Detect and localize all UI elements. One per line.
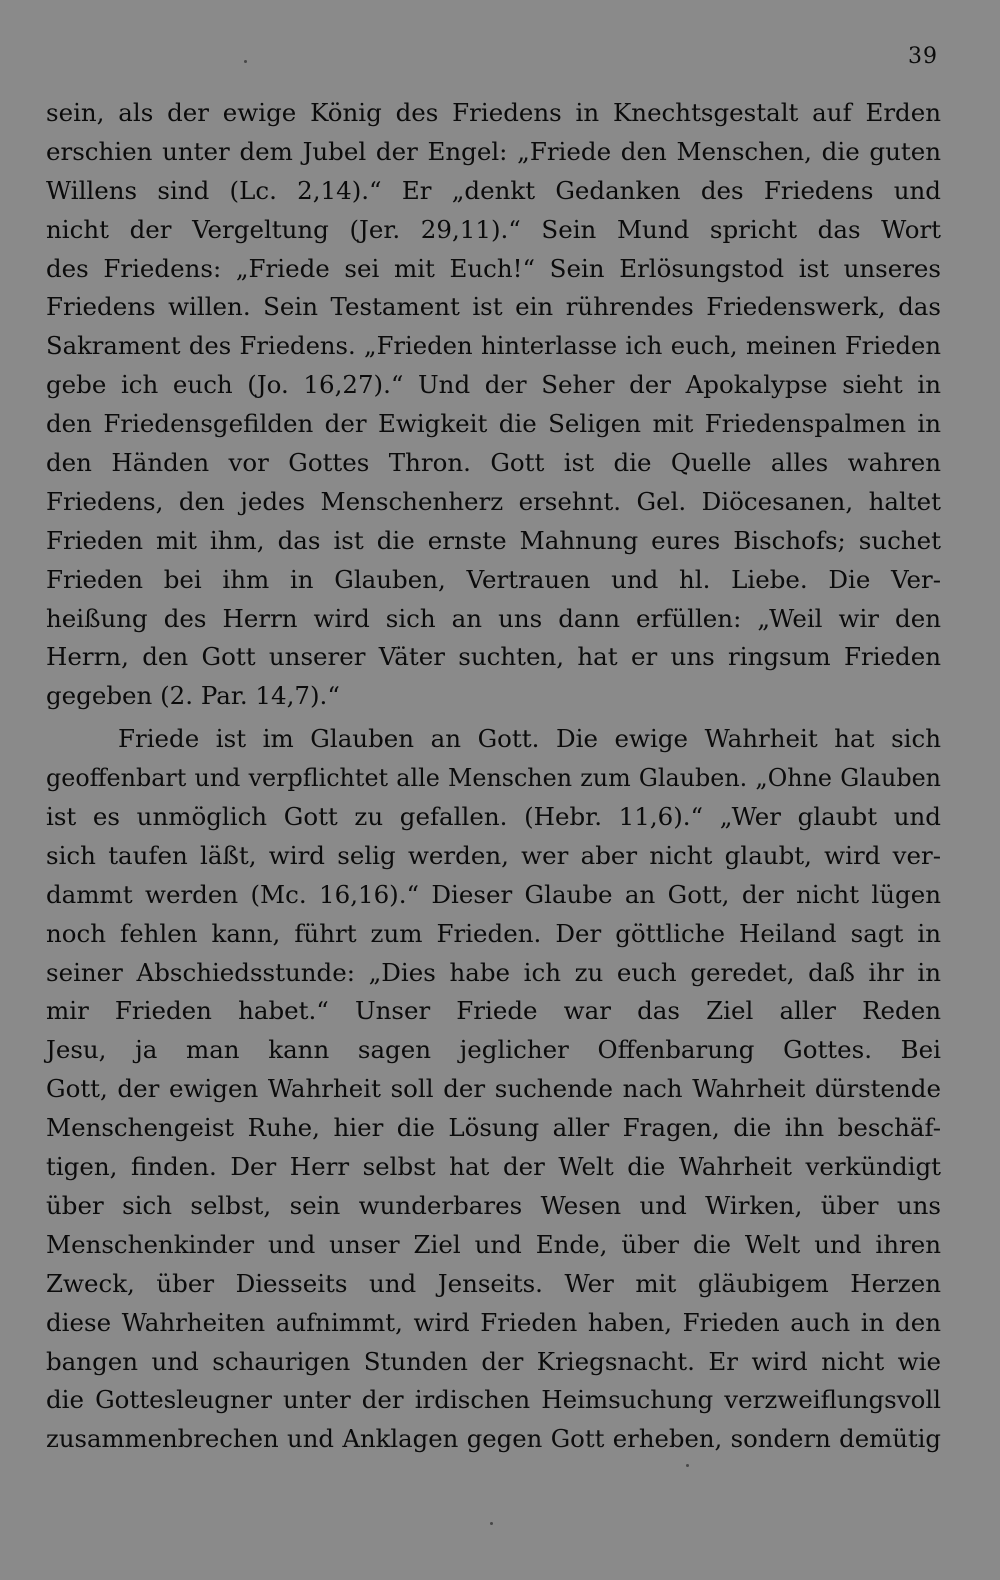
text-line: die Gottesleugner unter der irdischen Heimsuchung verzweiflungsvoll: [46, 1385, 941, 1415]
text-line: Friedens, den jedes Menschenherz ersehnt. Gel. Diöcesanen, haltet: [46, 486, 941, 516]
text-line: Menschengeist Ruhe, hier die Lösung aller Fragen, die ihn beschäf-: [46, 1113, 941, 1143]
text-line: Gott, der ewigen Wahrheit soll der suchende nach Wahrheit dürstende: [46, 1074, 941, 1104]
text-line: des Friedens: „Friede sei mit Euch!“ Sein Erlösungstod ist unseres: [46, 253, 941, 283]
text-line: ist es unmöglich Gott zu gefallen. (Hebr. 11,6).“ „Wer glaubt und: [46, 802, 941, 832]
text-line: Menschenkinder und unser Ziel und Ende, über die Welt und ihren: [46, 1229, 941, 1259]
text-line: geoffenbart und verpflichtet alle Menschen zum Glauben. „Ohne Glauben: [46, 764, 941, 793]
print-speck: [686, 1464, 689, 1467]
text-line: Frieden bei ihm in Glauben, Vertrauen und hl. Liebe. Die Ver-: [46, 564, 941, 594]
paragraph-2: [46, 720, 941, 1459]
text-line: über sich selbst, sein wunderbares Wesen und Wirken, über uns: [46, 1190, 941, 1220]
text-line: Sakrament des Friedens. „Frieden hinterlasse ich euch, meinen Frieden: [46, 331, 941, 361]
text-line: bangen und schaurigen Stunden der Kriegsnacht. Er wird nicht wie: [46, 1346, 941, 1376]
text-line: heißung des Herrn wird sich an uns dann erfüllen: „Weil wir den: [46, 603, 941, 633]
text-line: mir Frieden habet.“ Unser Friede war das Ziel aller Reden: [46, 996, 941, 1026]
page-number: 39: [908, 44, 938, 69]
body-text: [46, 94, 941, 1459]
text-line: sein, als der ewige König des Friedens in Knechtsgestalt auf Erden: [46, 98, 941, 127]
print-speck: [490, 1522, 493, 1525]
text-line: nicht der Vergeltung (Jer. 29,11).“ Sein Mund spricht das Wort: [46, 214, 941, 244]
text-line: den Händen vor Gottes Thron. Gott ist die Quelle alles wahren: [46, 448, 941, 478]
text-line: diese Wahrheiten aufnimmt, wird Frieden haben, Frieden auch in den: [46, 1307, 941, 1337]
text-line: Herrn, den Gott unserer Väter suchten, hat er uns ringsum Frieden: [46, 642, 941, 672]
text-line: Jesu, ja man kann sagen jeglicher Offenbarung Gottes. Bei: [46, 1035, 941, 1065]
text-line: erschien unter dem Jubel der Engel: „Friede den Menschen, die guten: [46, 136, 941, 166]
text-line: seiner Abschiedsstunde: „Dies habe ich zu euch geredet, daß ihr in: [46, 957, 941, 987]
text-line: gebe ich euch (Jo. 16,27).“ Und der Seher der Apokalypse sieht in: [46, 370, 941, 400]
text-line: Frieden mit ihm, das ist die ernste Mahnung eures Bischofs; suchet: [46, 525, 941, 555]
text-line: Friedens willen. Sein Testament ist ein rührendes Friedenswerk, das: [46, 292, 941, 322]
text-line: dammt werden (Mc. 16,16).“ Dieser Glaube an Gott, der nicht lügen: [46, 879, 941, 909]
text-line: den Friedensgefilden der Ewigkeit die Seligen mit Friedenspalmen in: [46, 409, 941, 439]
text-line: sich taufen läßt, wird selig werden, wer aber nicht glaubt, wird ver-: [46, 840, 941, 870]
text-line: Friede ist im Glauben an Gott. Die ewige Wahrheit hat sich: [118, 724, 941, 754]
text-line: Willens sind (Lc. 2,14).“ Er „denkt Gedanken des Friedens und: [46, 175, 941, 205]
text-line: Zweck, über Diesseits und Jenseits. Wer mit gläubigem Herzen: [46, 1268, 941, 1298]
text-line: tigen, finden. Der Herr selbst hat der Welt die Wahrheit verkündigt: [46, 1152, 941, 1182]
text-line: gegeben (2. Par. 14,7).“: [46, 681, 340, 711]
paragraph-1: [46, 94, 941, 716]
print-speck: [244, 60, 247, 63]
text-line: noch fehlen kann, führt zum Frieden. Der göttliche Heiland sagt in: [46, 918, 941, 948]
text-line: zusammenbrechen und Anklagen gegen Gott erheben, sondern demütig: [46, 1424, 941, 1454]
